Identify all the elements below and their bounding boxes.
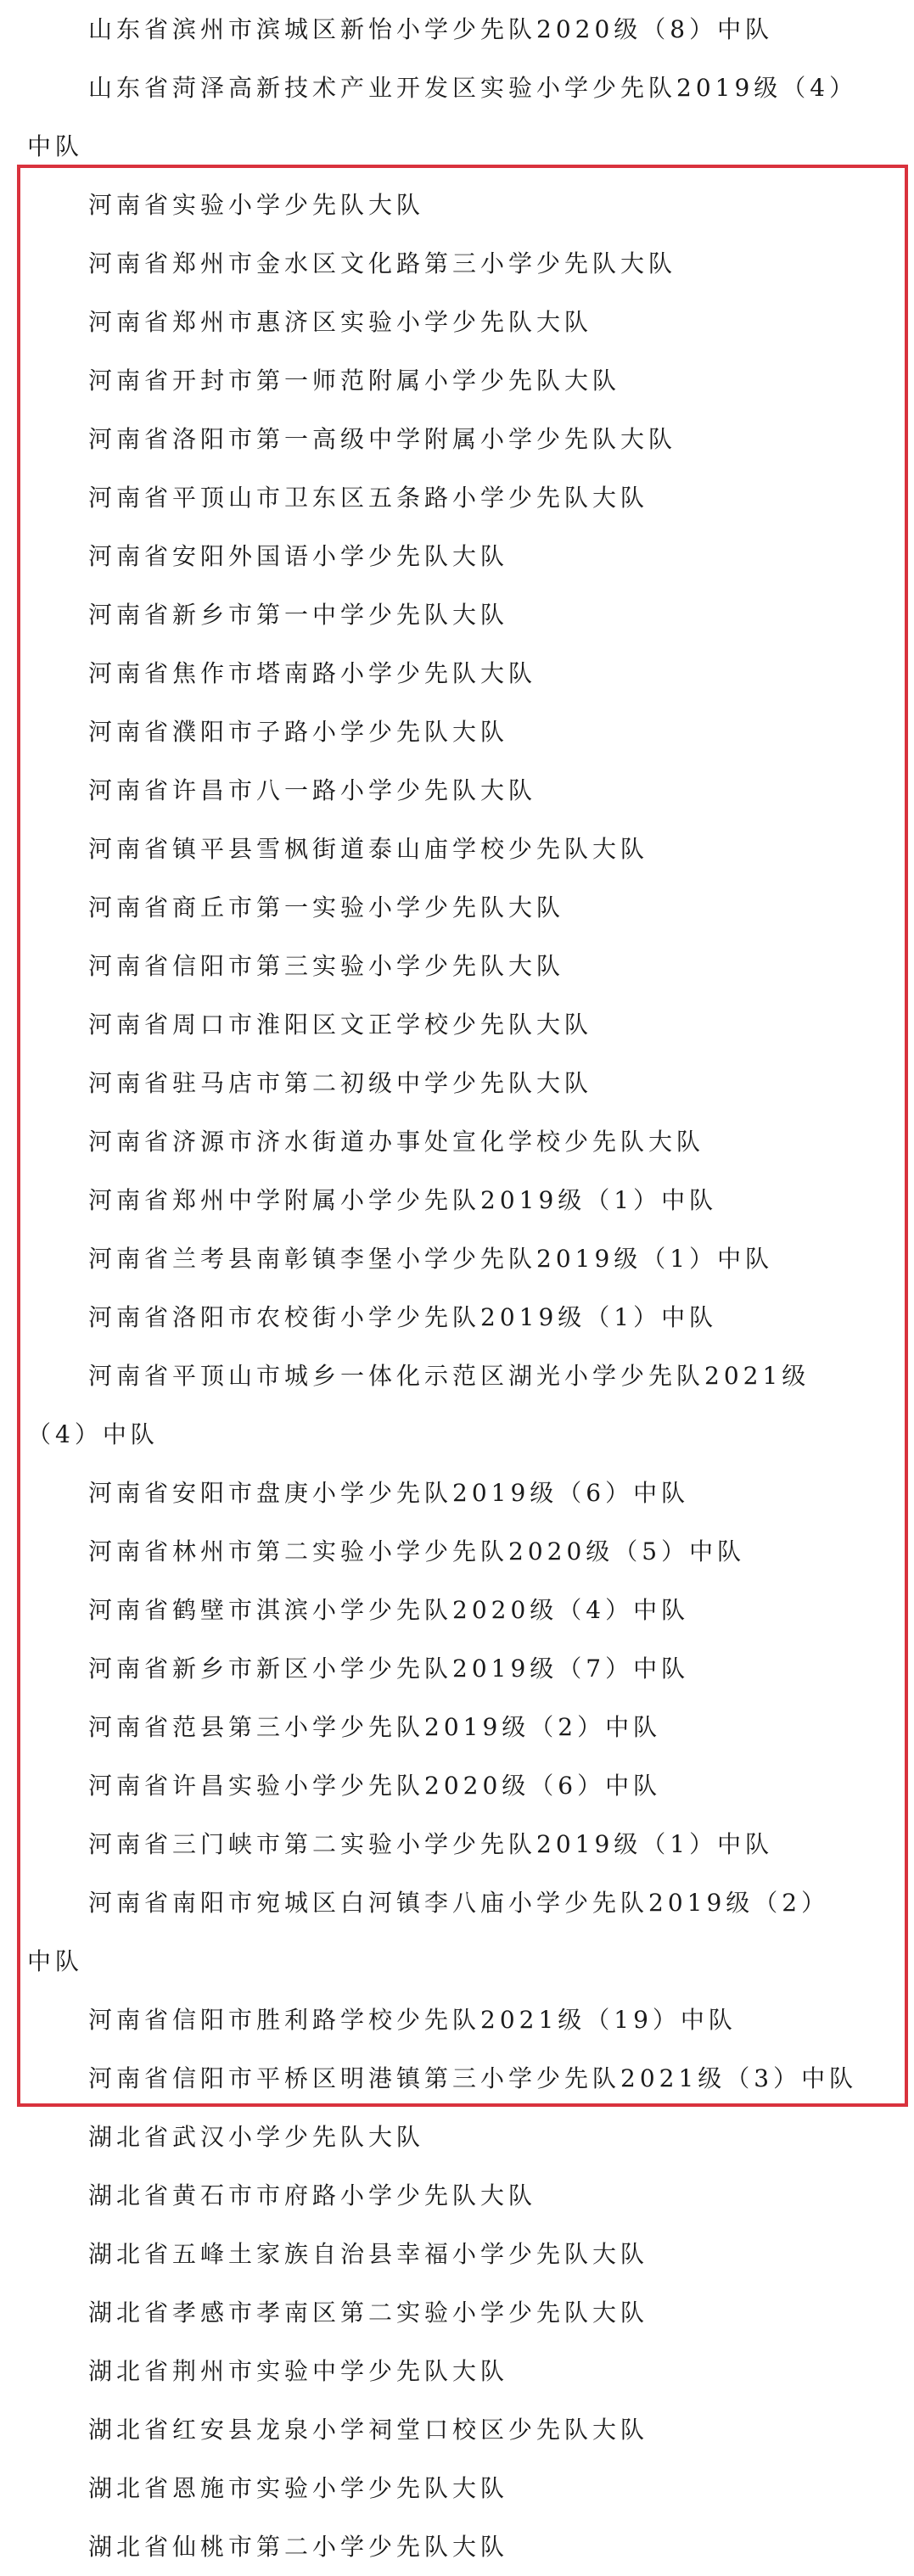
list-item-highlighted: 河南省济源市济水街道办事处宣化学校少先队大队 xyxy=(88,1128,705,1156)
list-item: 山东省滨州市滨城区新怡小学少先队2020级（8）中队 xyxy=(88,15,774,43)
list-item-highlighted: 河南省郑州中学附属小学少先队2019级（1）中队 xyxy=(88,1186,718,1214)
list-item-highlighted: 河南省平顶山市城乡一体化示范区湖光小学少先队2021级 xyxy=(88,1362,810,1390)
list-item-highlighted: 河南省开封市第一师范附属小学少先队大队 xyxy=(88,367,621,395)
list-item-highlighted: （4）中队 xyxy=(27,1420,159,1448)
list-item: 湖北省五峰土家族自治县幸福小学少先队大队 xyxy=(88,2240,649,2268)
list-item: 湖北省孝感市孝南区第二实验小学少先队大队 xyxy=(88,2299,649,2327)
list-item-highlighted: 河南省平顶山市卫东区五条路小学少先队大队 xyxy=(88,484,649,512)
list-item-highlighted: 河南省镇平县雪枫街道泰山庙学校少先队大队 xyxy=(88,835,649,863)
list-item-highlighted: 河南省焦作市塔南路小学少先队大队 xyxy=(88,659,537,687)
list-item-highlighted: 河南省鹤壁市淇滨小学少先队2020级（4）中队 xyxy=(88,1596,690,1624)
list-item-highlighted: 河南省濮阳市子路小学少先队大队 xyxy=(88,718,509,746)
list-item-highlighted: 河南省周口市淮阳区文正学校少先队大队 xyxy=(88,1011,593,1039)
list-item-highlighted: 河南省林州市第二实验小学少先队2020级（5）中队 xyxy=(88,1537,746,1565)
list-item-highlighted: 河南省信阳市胜利路学校少先队2021级（19）中队 xyxy=(88,2006,737,2034)
list-item: 湖北省恩施市实验小学少先队大队 xyxy=(88,2474,509,2502)
list-item-highlighted: 河南省郑州市金水区文化路第三小学少先队大队 xyxy=(88,249,677,277)
list-item: 湖北省武汉小学少先队大队 xyxy=(88,2123,425,2151)
list-item: 湖北省仙桃市第二小学少先队大队 xyxy=(88,2533,509,2561)
list-item-highlighted: 河南省郑州市惠济区实验小学少先队大队 xyxy=(88,308,593,336)
list-item-highlighted: 河南省新乡市新区小学少先队2019级（7）中队 xyxy=(88,1655,690,1683)
list-item-highlighted: 河南省范县第三小学少先队2019级（2）中队 xyxy=(88,1713,662,1741)
list-item-highlighted: 河南省安阳外国语小学少先队大队 xyxy=(88,542,509,570)
list-item-highlighted: 河南省信阳市第三实验小学少先队大队 xyxy=(88,952,565,980)
list-item-highlighted: 河南省三门峡市第二实验小学少先队2019级（1）中队 xyxy=(88,1830,774,1858)
list-item-highlighted: 中队 xyxy=(27,1947,84,1975)
list-item-highlighted: 河南省许昌实验小学少先队2020级（6）中队 xyxy=(88,1772,662,1800)
list-item: 湖北省黄石市市府路小学少先队大队 xyxy=(88,2181,537,2209)
list-item-highlighted: 河南省驻马店市第二初级中学少先队大队 xyxy=(88,1069,593,1097)
list-item: 湖北省荆州市实验中学少先队大队 xyxy=(88,2357,509,2385)
list-item-highlighted: 河南省许昌市八一路小学少先队大队 xyxy=(88,776,537,804)
list-item-highlighted: 河南省洛阳市第一高级中学附属小学少先队大队 xyxy=(88,425,677,453)
list-item-highlighted: 河南省信阳市平桥区明港镇第三小学少先队2021级（3）中队 xyxy=(88,2064,858,2092)
list-item-highlighted: 河南省安阳市盘庚小学少先队2019级（6）中队 xyxy=(88,1479,690,1507)
list-item-highlighted: 河南省实验小学少先队大队 xyxy=(88,191,425,219)
list-item: 中队 xyxy=(27,132,84,160)
list-item-highlighted: 河南省南阳市宛城区白河镇李八庙小学少先队2019级（2） xyxy=(88,1889,830,1917)
list-item: 湖北省红安县龙泉小学祠堂口校区少先队大队 xyxy=(88,2416,649,2444)
list-item-highlighted: 河南省新乡市第一中学少先队大队 xyxy=(88,601,509,629)
list-item-highlighted: 河南省兰考县南彰镇李堡小学少先队2019级（1）中队 xyxy=(88,1245,774,1273)
list-item: 山东省菏泽高新技术产业开发区实验小学少先队2019级（4） xyxy=(88,74,858,102)
list-item-highlighted: 河南省商丘市第一实验小学少先队大队 xyxy=(88,893,565,921)
list-item-highlighted: 河南省洛阳市农校街小学少先队2019级（1）中队 xyxy=(88,1303,718,1331)
